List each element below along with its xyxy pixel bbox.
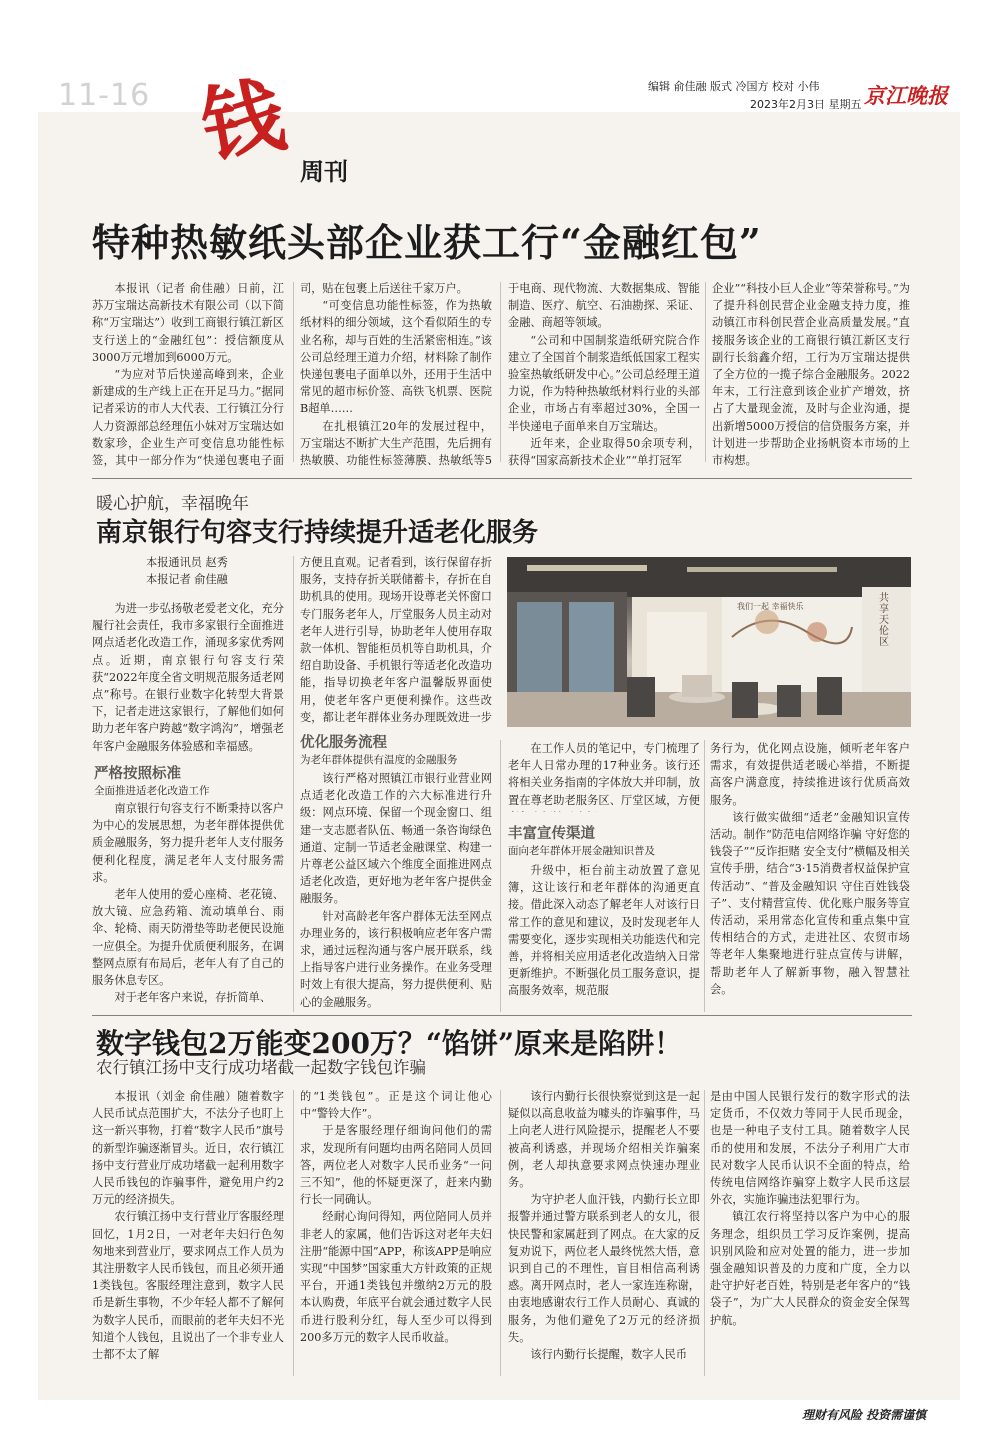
page-number: 11-16 xyxy=(58,78,151,113)
article2-kicker: 暖心护航，幸福晚年 xyxy=(96,494,249,514)
photo-wall-text: 我们一起 幸福快乐 xyxy=(737,602,804,611)
article3-paragraph: 农行镇江扬中支行营业厅客服经理回忆，1月2日，一对老年夫妇行色匆匆地来到营业厅，要求网点工作人员为其注册数字人民币钱包，而且必须开通1类钱包。客服经理注意到，数字人民币是新生事物，不少年轻人都不了解何为数字人民币，而眼前的老年夫妇不光知道个人钱包，且说出了一个非专业人士都不太了解 xyxy=(92,1210,284,1362)
article2-paragraph: 老年人使用的爱心座椅、老花镜、放大镜、应急药箱、流动填单台、雨伞、轮椅、雨天防滑垫等助老便民设施一应俱全。为提升优质便利服务，在调整网点原有布局后，老年人有了自己的服务休息专区。 xyxy=(92,888,284,988)
article3-paragraph: 为守护老人血汗钱，内勤行长立即报警并通过警方联系到老人的女儿，很快民警和家属赶到了网点。在大家的反复劝说下，两位老人最终恍然大悟，意识到自己的不理性，盲目相信高利诱惑。离开网点时，老人一家连连称谢，由衷地感谢农行工作人员耐心、真诚的服务，为他们避免了2万元的经济损失。 xyxy=(508,1193,700,1344)
column-divider xyxy=(500,1090,501,1376)
article3-paragraph: 的“1类钱包”。正是这个词让他心中“警铃大作”。 xyxy=(300,1090,492,1121)
section-title-big: 钱 xyxy=(194,66,292,176)
article2-byline xyxy=(146,554,286,588)
article2-column-1-intro xyxy=(92,600,284,758)
article3-paragraph: 该行内勤行长很快察觉到这是一起疑似以高息收益为噱头的诈骗事件，马上向老人进行风险提示，提醒老人不要被高利诱惑，并现场介绍相关诈骗案例，老人却执意要求网点快速办理业务。 xyxy=(508,1090,700,1190)
section-rule xyxy=(92,1015,912,1016)
column-divider xyxy=(704,740,705,1012)
article2-headline: 南京银行句容支行持续提升适老化服务 xyxy=(96,518,539,548)
section-title-small: 周刊 xyxy=(300,157,348,186)
article2-paragraph: 为进一步弘扬敬老爱老文化，充分履行社会责任，我市多家银行全面推进网点适老化改造工作，涌现多家优秀网点。近期，南京银行句容支行荣获“2022年度全省文明规范服务适老网点”称号。在银行业数字化转型大背景下，记者走进这家银行，了解他们如何助力老年客户跨越“数字鸿沟”，增强老年客户金融服务体验感和幸福感。 xyxy=(92,602,284,753)
article3-paragraph: 镇江农行将坚持以客户为中心的服务理念，组织员工学习反诈案例，提高识别风险和应对处置的能力，进一步加强金融知识普及的力度和广度，全力以赴守护好老百姓，特别是老年客户的“钱袋子”，为广大人民群众的资金安全保驾护航。 xyxy=(710,1210,910,1327)
article2-paragraph: 方便且直观。记者看到，该行保留存折服务，支持存折关联储蓄卡，存折在自助机具的使用。现场开设尊老关怀窗口专门服务老年人，厅堂服务人员主动对老年人进行引导，协助老年人使用存取款一体机、智能柜员机等自助机具，介绍自助设备、手机银行等适老化改造功能，指导切换老年客户温馨版界面使用，使老年客户更便利操作。这些改变，都让老年群体业务办理既效进一步 xyxy=(300,556,492,724)
column-divider xyxy=(705,282,706,462)
article2-subhead-3: 丰富宣传渠道 xyxy=(508,826,595,842)
article2-paragraph: 务行为，优化网点设施，倾听老年客户需求，有效提供适老暖心举措，不断提高客户满意度，持续推进该行优质高效服务。 xyxy=(710,742,910,807)
byline-correspondent: 本报通讯员 赵秀 xyxy=(146,556,228,569)
column-divider xyxy=(704,1090,705,1376)
article2-paragraph: 针对高龄老年客户群体无法至网点办理业务的，该行积极响应老年客户需求，通过远程沟通与客户展开联系，线上指导客户进行业务操作。在业务受理时效上有很大提高，努力提供便利、贴心的金融服务。 xyxy=(300,909,492,1009)
article2-paragraph: 该行做实做细“适老”金融知识宣传活动。制作“防范电信网络诈骗 守好您的钱袋子”“反诈拒赌 安全支付”横幅及相关宣传手册，结合“3·15消费者权益保护宣传活动”、“普及金融知识 守住百姓钱袋子”、支付精营宣传、优化账户服务等宣传活动，采用常态化宣传和重点集中宣传相结合的方式，走进社区、农贸市场等老年人集聚地进行驻点宣传与讲解，帮助老年人了解新事物，融入智慧社会。 xyxy=(710,810,910,996)
article1-paragraph: 近年来，企业取得50余项专利，获得“国家高新技术企业”“单打冠军 xyxy=(508,436,700,468)
column-divider xyxy=(500,282,501,462)
column-divider xyxy=(293,556,294,1012)
article1-paragraph: “为应对节后快递高峰到来，企业新建成的生产线上正在开足马力。”据同记者采访的市人大代表、工行镇江分行人力资源部总经理伍小妹对万宝瑞达如数家珍，企业生产可变信息功能性标签，其中一部分作为“快递包裹电子面 xyxy=(92,368,284,468)
bank-branch-photo xyxy=(507,557,911,727)
article1-paragraph: 司，贴在包裹上后送往千家万户。 xyxy=(300,282,468,295)
article2-paragraph: 南京银行句容支行不断秉持以客户为中心的发展思想，为老年群体提供优质金融服务，努力提升老年人支付服务便利化程度，满足老年人支付服务需求。 xyxy=(92,802,284,884)
article3-paragraph: 该行内勤行长提醒，数字人民币 xyxy=(530,1348,688,1362)
article1-paragraph: 本报讯（记者 俞佳融）日前，江苏万宝瑞达高新技术有限公司（以下简称“万宝瑞达”）收到工商银行镇江新区支行送上的“金融红包”：授信额度从3000万元增加到6000万元。 xyxy=(92,282,284,364)
column-divider xyxy=(293,282,294,462)
article1-paragraph: 企业”“科技小巨人企业”等荣誉称号。”为了提升科创民营企业金融支持力度，推动镇江市科创民营企业高质量发展。”直接服务该企业的工商银行镇江新区支行副行长翁鑫介绍，工行为万宝瑞达提供了全方位的一揽子综合金融服务。2022年末，工行注意到该企业扩产增效，挤占了大量现金流，及时与企业沟通，提出新增5000万授信的信贷服务方案，并计划进一步帮助企业扬帆资本市场的上市构想。 xyxy=(712,282,910,468)
article2-paragraph: 该行严格对照镇江市银行业营业网点适老化改造工作的六大标准进行升级：网点环境、保留一个现金窗口、组建一支志愿者队伍、畅通一条咨询绿色通道、定制一节适老金融课堂、构建一片尊老公益区域六个维度全面推进网点适老化改造，更好地为老年客户提供金融服务。 xyxy=(300,772,492,906)
article2-column-2-top xyxy=(300,554,492,728)
article3-headline: 数字钱包2万能变200万？“馅饼”原来是陷阱！ xyxy=(96,1027,683,1060)
article3-column-1 xyxy=(92,1088,284,1378)
article3-column-4 xyxy=(710,1088,910,1378)
article1-paragraph: 于电商、现代物流、大数据集成、智能制造、医疗、航空、石油勘探、采证、金融、商超等领域。 xyxy=(508,282,700,330)
section-rule xyxy=(92,478,912,479)
article1-column-2 xyxy=(300,280,492,470)
article1-column-4 xyxy=(712,280,910,470)
newspaper-logo: 京江晚报 xyxy=(864,83,948,108)
issue-date: 2023年2月3日 星期五 xyxy=(750,98,862,111)
article3-paragraph: 本报讯（刘金 俞佳融）随着数字人民币试点范围扩大，不法分子也盯上这一新兴事物，打着“数字人民币”旗号的新型诈骗逐渐冒头。近日，农行镇江扬中支行营业厅成功堵截一起利用数字人民币钱包的诈骗事件，避免用户约2万元的经济损失。 xyxy=(92,1090,284,1207)
article3-paragraph: 是由中国人民银行发行的数字形式的法定货币，不仅效力等同于人民币现金，也是一种电子支付工具。随着数字人民币的使用和发展，不法分子利用广大市民对数字人民币认识不全面的特点，给传统电信网络诈骗穿上数字人民币这层外衣，实施诈骗违法犯罪行为。 xyxy=(710,1090,910,1207)
photo-sign-text: 共享天伦区 xyxy=(879,593,889,648)
article3-paragraph: 经耐心询问得知，两位陪同人员并非老人的家属，他们告诉这对老年夫妇注册“能源中国”APP，称该APP是响应实现“中国梦”国家重大方针政策的正规平台，开通1类钱包并缴纳2万元的股本认购费，年底平台就会通过数字人民币进行股利分红，每人至少可以得到200多万元的数字人民币收益。 xyxy=(300,1210,492,1344)
article1-paragraph: “公司和中国制浆造纸研究院合作建立了全国首个制浆造纸低国家工程实验室热敏纸研发中心。”公司总经理王道力说，作为特种热敏纸材料行业的头部企业，市场占有率超过30%，全国一半快递电子面单来自万宝瑞达。 xyxy=(508,333,700,433)
article2-column-1-body xyxy=(92,800,284,1012)
article2-subhead-1: 严格按照标准 xyxy=(94,766,181,782)
article2-subdeck-3: 面向老年群体开展金融知识普及 xyxy=(508,845,655,857)
article1-headline: 特种热敏纸头部企业获工行“金融红包” xyxy=(92,220,762,265)
article2-column-3-top xyxy=(508,740,700,812)
article1-paragraph: “可变信息功能性标签，作为热敏纸材料的细分领域，这个看似陌生的专业名称，却与百姓的生活紧密相连。”该公司总经理王道力介绍，材料除了制作快递包裹电子面单以外，还用于生活中常见的超市标价签、高铁飞机票、医院B超单…… xyxy=(300,299,492,416)
article1-column-3 xyxy=(508,280,700,470)
article2-column-2-body xyxy=(300,770,492,1012)
article3-column-2 xyxy=(300,1088,492,1378)
article2-subdeck-1: 全面推进适老化改造工作 xyxy=(94,785,210,797)
article2-paragraph: 升级中，柜台前主动放置了意见簿，这让该行和老年群体的沟通更直接。借此深入动态了解老年人对该行日常工作的意见和建议，及时发现老年人需要变化，逐步实现相关功能迭代和完善，并将相关应用适老化改造纳入日常更新维护。不断强化员工服务意识，提高服务效率，规范服 xyxy=(508,864,700,998)
article1-paragraph: 在扎根镇江20年的发展过程中，万宝瑞达不断扩大生产范围，先后拥有热敏膜、功能性标签薄膜、热敏纸等5 xyxy=(300,419,492,468)
article2-subhead-2: 优化服务流程 xyxy=(300,735,387,751)
article2-column-4 xyxy=(710,740,910,1012)
article3-paragraph: 于是客服经理仔细询问他们的需求，发现所有问题均由两名陪同人员回答，两位老人对数字人民币业务“一问三不知”，他的怀疑更深了，赶来内勤行长一同确认。 xyxy=(300,1124,492,1207)
article3-column-3 xyxy=(508,1088,700,1378)
article2-column-3-body xyxy=(508,862,700,1012)
article1-column-1 xyxy=(92,280,284,470)
article2-subdeck-2: 为老年群体提供有温度的金融服务 xyxy=(300,754,458,766)
article2-paragraph: 在工作人员的笔记中，专门梳理了老年人日常办理的17种业务。该行还将相关业务指南的字体放大并印制，放置在尊老助老服务区、厅堂区域，方便 xyxy=(508,742,700,807)
risk-disclaimer: 理财有风险 投资需谨慎 xyxy=(802,1408,927,1422)
byline-reporter: 本报记者 俞佳融 xyxy=(146,573,228,586)
column-divider xyxy=(293,1090,294,1376)
column-divider xyxy=(500,740,501,1012)
article2-paragraph: 对于老年客户来说，存折简单、 xyxy=(114,991,272,1005)
bank-branch-illustration xyxy=(507,557,911,727)
editor-credits: 编辑 俞佳融 版式 冷国方 校对 小伟 xyxy=(648,80,820,93)
article3-deck: 农行镇江扬中支行成功堵截一起数字钱包诈骗 xyxy=(96,1058,426,1077)
